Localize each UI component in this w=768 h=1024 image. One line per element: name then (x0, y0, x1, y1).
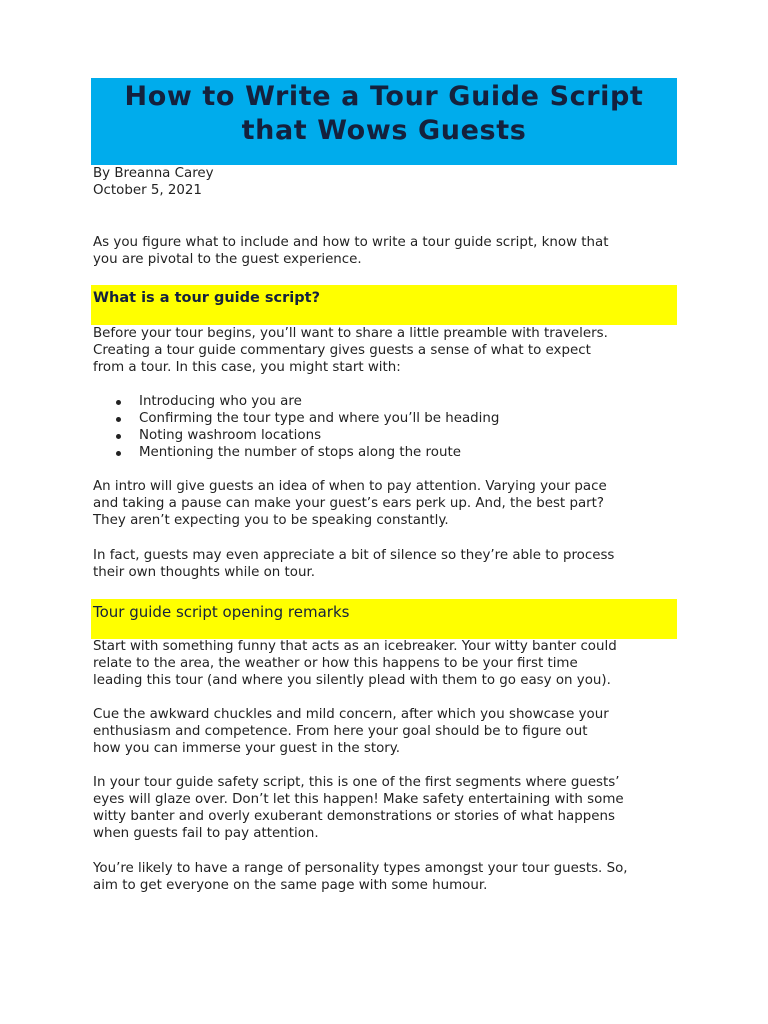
paragraph-line: In fact, guests may even appreciate a bit of silence so they’re able to process (93, 548, 615, 563)
paragraph-line: An intro will give guests an idea of when to pay attention. Varying your pace (93, 479, 607, 494)
document-title-line-1: How to Write a Tour Guide Script (124, 81, 644, 112)
paragraph-line: In your tour guide safety script, this is one of the first segments where guests’ (93, 775, 620, 790)
paragraph-line: You’re likely to have a range of personality types amongst your tour guests. So, (93, 861, 628, 876)
intro-line: As you figure what to include and how to write a tour guide script, know that (93, 235, 609, 250)
paragraph-line: eyes will glaze over. Don’t let this happen! Make safety entertaining with some (93, 792, 624, 807)
paragraph-line: Cue the awkward chuckles and mild concern, after which you showcase your (93, 707, 609, 722)
list-item-text: Introducing who you are (139, 394, 302, 409)
bullet-icon (116, 400, 121, 405)
list-item (93, 427, 499, 444)
paragraph-line: from a tour. In this case, you might start with: (93, 360, 401, 375)
paragraph-line: and taking a pause can make your guest’s ears perk up. And, the best part? (93, 496, 605, 511)
paragraph-line: relate to the area, the weather or how this happens to be your first time (93, 656, 578, 671)
intro-line: you are pivotal to the guest experience. (93, 252, 362, 267)
paragraph-line: aim to get everyone on the same page with some humour. (93, 878, 488, 893)
byline-date: October 5, 2021 (93, 183, 202, 198)
bullet-list (93, 393, 499, 461)
bullet-icon (116, 451, 121, 456)
paragraph-line: leading this tour (and where you silently plead with them to go easy on you). (93, 673, 611, 688)
section-heading-highlight (91, 285, 677, 325)
paragraph-line: They aren’t expecting you to be speaking constantly. (93, 513, 449, 528)
bullet-icon (116, 417, 121, 422)
list-item-text: Confirming the tour type and where you’ll be heading (139, 411, 500, 426)
paragraph-line: witty banter and overly exuberant demonstrations or stories of what happens (93, 809, 615, 824)
paragraph-line: when guests fail to pay attention. (93, 826, 319, 841)
paragraph-line: Creating a tour guide commentary gives guests a sense of what to expect (93, 343, 591, 358)
section-heading-highlight (91, 599, 677, 639)
section-heading: Tour guide script opening remarks (93, 603, 350, 621)
list-item-text: Noting washroom locations (139, 428, 322, 443)
paragraph-line: Before your tour begins, you’ll want to share a little preamble with travelers. (93, 326, 608, 341)
byline-author: By Breanna Carey (93, 166, 214, 181)
paragraph-line: Start with something funny that acts as an icebreaker. Your witty banter could (93, 639, 617, 654)
paragraph-line: their own thoughts while on tour. (93, 565, 316, 580)
list-item (93, 410, 499, 427)
paragraph-line: how you can immerse your guest in the story. (93, 741, 401, 756)
list-item (93, 444, 499, 461)
document-title-line-2: that Wows Guests (241, 115, 527, 146)
bullet-icon (116, 434, 121, 439)
paragraph-line: enthusiasm and competence. From here your goal should be to figure out (93, 724, 588, 739)
section-heading: What is a tour guide script? (93, 290, 320, 306)
title-banner (91, 78, 677, 165)
list-item-text: Mentioning the number of stops along the route (139, 445, 461, 460)
list-item (93, 393, 499, 410)
